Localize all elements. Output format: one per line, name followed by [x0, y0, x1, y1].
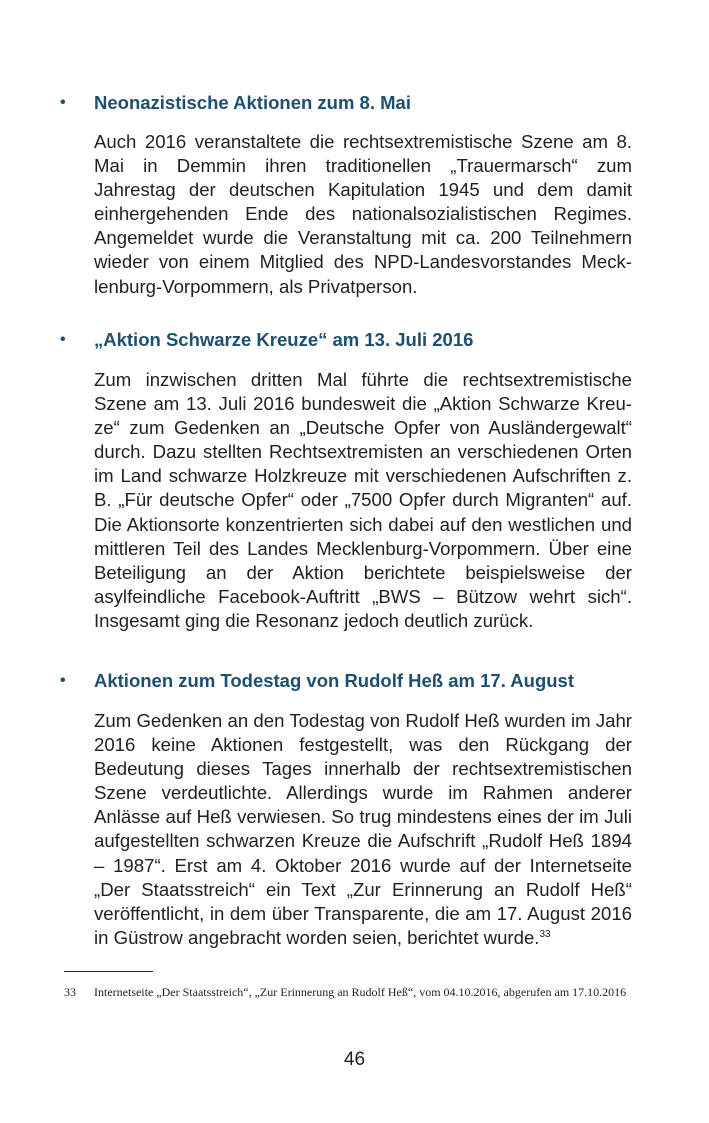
section-paragraph [94, 709, 632, 950]
section-heading: Aktionen zum Todestag von Rudolf Heß am 17. August [94, 670, 574, 691]
section-heading-row [60, 90, 632, 116]
bullet-icon: • [60, 331, 66, 348]
footnote-divider [64, 971, 153, 972]
section-heading: Neonazistische Aktionen zum 8. Mai [94, 92, 411, 113]
paragraph-text: Zum Gedenken an den Todestag von Rudolf Heß wurden im Jahr 2016 keine Aktionen festgestellt, was den Rückgang der Bedeutung dieses Tages innerhalb der rechtsextremistischen Szene verdeutlichte. Allerdings wurde im Rahmen anderer Anlässe auf Heß verwiesen. So trug mindestens eines der im Juli aufgestellten schwarzen Kreuze die Aufschrift „Rudolf Heß 1894 – 1987“. Erst am 4. Oktober 2016 wurde auf der Internetseite „Der Staatsstreich“ ein Text „Zur Erinnerung an Rudolf Heß“ veröffentlicht, in dem über Transparente, die am 17. August 2016 in Güstrow angebracht worden seien, berichtet wurde. [94, 710, 632, 948]
bullet-icon: • [60, 672, 66, 689]
footnote [64, 984, 632, 1001]
section-heading-row [60, 327, 632, 353]
footnote-text: Internetseite „Der Staatsstreich“, „Zur Erinnerung an Rudolf Heß“, vom 04.10.2016, abgerufen am 17.10.2016 [94, 985, 627, 999]
section-1 [60, 90, 632, 299]
section-paragraph: Zum inzwischen dritten Mal führte die rechtsextremistische Szene am 13. Juli 2016 bundesweit die „Aktion Schwarze Kreuze“ zum Gedenken an „Deutsche Opfer von Ausländergewalt“ durch. Dazu stellten Rechtsextremisten an verschiedenen Orten im Land schwarze Holzkreuze mit verschiedenen Aufschriften z. B. „Für deutsche Opfer“ oder „7500 Opfer durch Migranten“ auf. Die Aktionsorte konzentrierten sich dabei auf den westlichen und mittleren Teil des Landes Mecklenburg-Vorpommern. Über eine Beteiligung an der Aktion berichtete beispielsweise der asylfeindliche Facebook-Auftritt „BWS – Bützow wehrt sich“. Insgesamt ging die Resonanz jedoch deutlich zurück. [94, 369, 632, 631]
section-heading: „Aktion Schwarze Kreuze“ am 13. Juli 2016 [94, 329, 474, 350]
footnote-reference[interactable]: 33 [539, 928, 551, 940]
section-2 [60, 327, 632, 633]
section-heading-row [60, 668, 632, 694]
footnote-number: 33 [64, 985, 76, 999]
bullet-icon: • [60, 94, 66, 111]
section-paragraph: Auch 2016 veranstaltete die rechtsextremistische Szene am 8. Mai in Demmin ihren traditionellen „Trauermarsch“ zum Jahrestag der deutschen Kapitulation 1945 und dem damit einhergehenden Ende des nationalsozialistischen Regimes. Angemeldet wurde die Veranstaltung mit ca. 200 Teilnehmern wieder von einem Mitglied des NPD-Landesvorstandes Mecklenburg-Vorpommern, als Privatperson. [94, 131, 632, 297]
page-number: 46 [343, 1049, 366, 1070]
section-3 [60, 668, 632, 950]
